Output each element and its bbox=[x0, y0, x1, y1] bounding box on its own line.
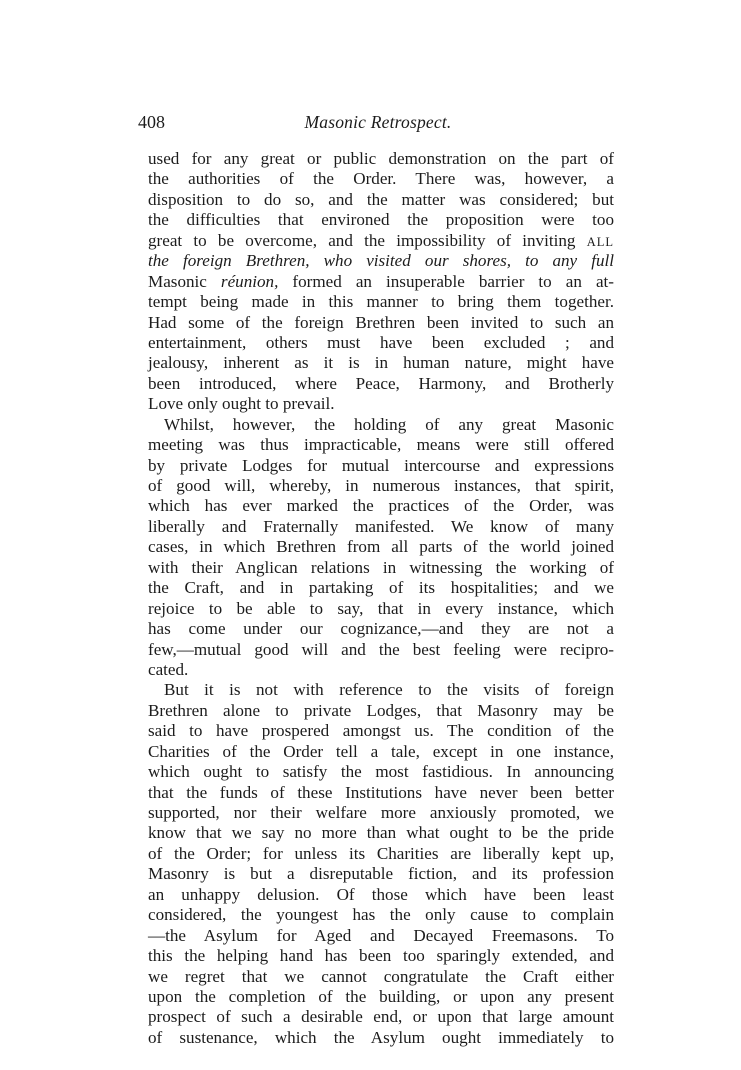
text-line bbox=[148, 742, 614, 762]
text-line bbox=[148, 456, 614, 476]
line-text: Masonry is but a disreputable fiction, and its profession bbox=[148, 864, 614, 884]
line-text: which has ever marked the practices of the Order, was bbox=[148, 496, 614, 516]
line-text: an unhappy delusion. Of those which have been least bbox=[148, 884, 614, 904]
italic-text: the foreign Brethren, who visited our shores, to any full bbox=[148, 251, 614, 271]
line-text: the Craft, and in partaking of its hospitalities; and we bbox=[148, 578, 614, 598]
line-text: said to have prospered amongst us. The condition of the bbox=[148, 721, 614, 741]
line-text: this the helping hand has been too sparingly extended, and bbox=[148, 946, 614, 966]
line-text: meeting was thus impracticable, means were still offered bbox=[148, 435, 614, 455]
line-text: But it is not with reference to the visits of foreign bbox=[164, 680, 614, 700]
line-text: —the Asylum for Aged and Decayed Freemasons. To bbox=[148, 925, 614, 945]
text-line bbox=[148, 619, 614, 639]
text-line bbox=[148, 353, 614, 373]
line-text: supported, nor their welfare more anxiously promoted, we bbox=[148, 803, 614, 822]
text-line bbox=[148, 823, 614, 843]
text-line bbox=[148, 844, 614, 864]
text-line bbox=[148, 169, 614, 189]
page-number: 408 bbox=[138, 112, 165, 132]
line-text: Love only ought to prevail. bbox=[148, 394, 335, 414]
text-line bbox=[148, 210, 614, 230]
line-text: by private Lodges for mutual intercourse and expressions bbox=[148, 455, 614, 475]
text-line bbox=[148, 292, 614, 312]
text-line bbox=[148, 435, 614, 455]
line-text: the authorities of the Order. There was, however, a bbox=[148, 169, 614, 189]
text-line bbox=[148, 394, 614, 414]
text-line bbox=[148, 701, 614, 721]
text-line bbox=[148, 762, 614, 782]
line-text: formed an insuperable barrier to an at- bbox=[278, 271, 614, 291]
text-line bbox=[148, 926, 614, 946]
text-line bbox=[148, 1028, 614, 1048]
line-text: the difficulties that environed the proposition were too bbox=[148, 210, 614, 230]
text-line bbox=[148, 517, 614, 537]
body-text bbox=[148, 149, 614, 1048]
text-line bbox=[148, 313, 614, 333]
line-text: of the Order; for unless its Charities are liberally kept up, bbox=[148, 843, 614, 863]
text-line bbox=[148, 640, 614, 660]
text-line bbox=[148, 333, 614, 353]
line-text: that the funds of these Institutions have never been better bbox=[148, 782, 614, 802]
line-text: prospect of such a desirable end, or upon that large amount bbox=[148, 1007, 614, 1027]
line-text: tempt being made in this manner to bring them together. bbox=[148, 292, 614, 312]
line-text: we regret that we cannot congratulate the Craft either bbox=[148, 966, 614, 986]
line-text: rejoice to be able to say, that in every instance, which bbox=[148, 598, 614, 618]
small-caps-text: ALL bbox=[586, 234, 614, 249]
line-text: great to be overcome, and the impossibility of inviting bbox=[148, 230, 587, 250]
text-line bbox=[148, 885, 614, 905]
text-line bbox=[148, 496, 614, 516]
line-text: cases, in which Brethren from all parts of the world joined bbox=[148, 537, 614, 557]
text-line bbox=[148, 599, 614, 619]
text-line bbox=[148, 660, 614, 680]
line-text: of sustenance, which the Asylum ought immediately to bbox=[148, 1027, 614, 1047]
line-text: Whilst, however, the holding of any great Masonic bbox=[164, 414, 614, 434]
text-line bbox=[148, 803, 614, 823]
text-line bbox=[148, 231, 614, 251]
line-text: been introduced, where Peace, Harmony, and Brotherly bbox=[148, 373, 614, 393]
text-line bbox=[148, 946, 614, 966]
line-text: know that we say no more than what ought to be the pride bbox=[148, 823, 614, 843]
running-title: Masonic Retrospect. bbox=[304, 112, 452, 132]
text-line bbox=[148, 1007, 614, 1027]
line-text: Charities of the Order tell a tale, except in one instance, bbox=[148, 741, 614, 761]
line-text: used for any great or public demonstration on the part of bbox=[148, 149, 614, 168]
running-head bbox=[138, 110, 618, 134]
text-line bbox=[148, 680, 614, 700]
line-text: Masonic bbox=[148, 271, 221, 291]
text-line bbox=[148, 905, 614, 925]
text-line bbox=[148, 558, 614, 578]
line-text: disposition to do so, and the matter was considered; but bbox=[148, 189, 614, 209]
line-text: of good will, whereby, in numerous instances, that spirit, bbox=[148, 476, 614, 495]
text-line bbox=[148, 783, 614, 803]
text-line bbox=[148, 272, 614, 292]
text-line bbox=[148, 476, 614, 496]
text-line bbox=[148, 721, 614, 741]
line-text: upon the completion of the building, or upon any present bbox=[148, 986, 614, 1006]
line-text: which ought to satisfy the most fastidious. In announcing bbox=[148, 762, 614, 782]
line-text: liberally and Fraternally manifested. We know of many bbox=[148, 516, 614, 536]
text-line bbox=[148, 251, 614, 271]
italic-text: réunion, bbox=[220, 271, 279, 291]
text-line bbox=[148, 987, 614, 1007]
text-line bbox=[148, 190, 614, 210]
text-line bbox=[148, 967, 614, 987]
line-text: Had some of the foreign Brethren been invited to such an bbox=[148, 312, 614, 332]
text-line bbox=[148, 374, 614, 394]
line-text: cated. bbox=[148, 659, 189, 679]
line-text: jealousy, inherent as it is in human nature, might have bbox=[148, 353, 614, 373]
line-text: with their Anglican relations in witnessing the working of bbox=[148, 557, 614, 577]
text-line bbox=[148, 149, 614, 169]
text-line bbox=[148, 537, 614, 557]
text-line bbox=[148, 864, 614, 884]
line-text: has come under our cognizance,—and they are not a bbox=[148, 619, 614, 639]
text-line bbox=[148, 415, 614, 435]
line-text: entertainment, others must have been excluded ; and bbox=[148, 332, 614, 352]
line-text: considered, the youngest has the only cause to complain bbox=[148, 905, 614, 925]
line-text: Brethren alone to private Lodges, that Masonry may be bbox=[148, 700, 614, 720]
text-line bbox=[148, 578, 614, 598]
line-text: few,—mutual good will and the best feeling were recipro- bbox=[148, 639, 614, 659]
